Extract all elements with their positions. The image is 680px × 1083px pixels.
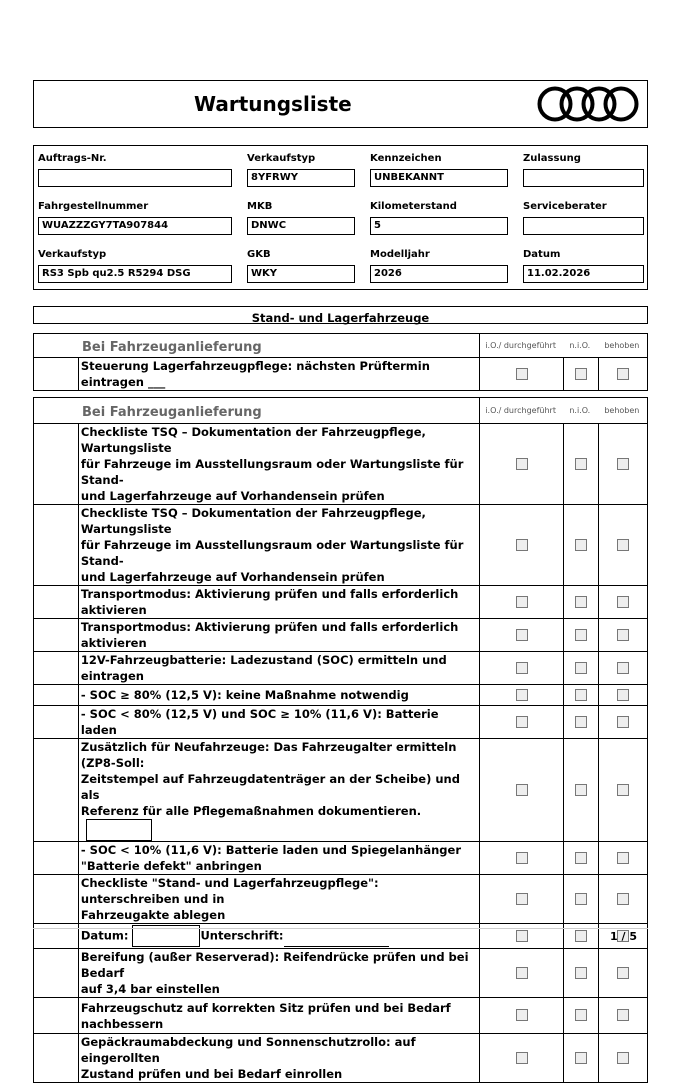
checkbox[interactable] bbox=[575, 930, 587, 942]
table-row bbox=[34, 424, 648, 505]
table-heading: Bei Fahrzeuganlieferung bbox=[82, 340, 262, 355]
checkbox[interactable] bbox=[516, 893, 528, 905]
checkbox[interactable] bbox=[575, 1052, 587, 1064]
table-row bbox=[34, 505, 648, 586]
checkbox[interactable] bbox=[516, 967, 528, 979]
checkbox[interactable] bbox=[516, 930, 528, 942]
task-text bbox=[78, 875, 479, 924]
checkbox[interactable] bbox=[575, 689, 587, 701]
field-label: Verkaufstyp bbox=[38, 249, 107, 260]
column-header-done: i.O./ durchgeführt bbox=[485, 341, 556, 350]
field-label: Serviceberater bbox=[523, 201, 607, 212]
task-text-line: und Lagerfahrzeuge auf Vorhandensein prüfen bbox=[80, 570, 385, 584]
task-text-line: Checkliste "Stand- und Lagerfahrzeugpflege": unterschreiben und in bbox=[80, 876, 379, 906]
checkbox[interactable] bbox=[575, 852, 587, 864]
checkbox[interactable] bbox=[617, 852, 629, 864]
checkbox[interactable] bbox=[516, 596, 528, 608]
table-header-row bbox=[34, 398, 648, 424]
table-row bbox=[34, 586, 648, 619]
task-text-line: - SOC < 80% (12,5 V) und SOC ≥ 10% (11,6 V): Batterie laden bbox=[80, 707, 439, 737]
checkbox[interactable] bbox=[617, 458, 629, 470]
field-label: Verkaufstyp bbox=[247, 153, 316, 164]
task-text-line: Zusätzlich für Neufahrzeuge: Das Fahrzeugalter ermitteln (ZP8-Soll: bbox=[80, 740, 457, 770]
task-text bbox=[78, 706, 479, 739]
field-value[interactable]: 11.02.2026 bbox=[523, 265, 644, 283]
checkbox[interactable] bbox=[575, 716, 587, 728]
task-text-line: Fahrzeugakte ablegen bbox=[80, 908, 226, 922]
field-value[interactable]: RS3 Spb qu2.5 R5294 DSG bbox=[38, 265, 232, 283]
task-text-line: auf 3,4 bar einstellen bbox=[80, 982, 220, 996]
checkbox[interactable] bbox=[575, 368, 587, 380]
checkbox[interactable] bbox=[617, 1052, 629, 1064]
order-details-box bbox=[33, 145, 648, 290]
checkbox[interactable] bbox=[516, 716, 528, 728]
delivery-checklist-table-2 bbox=[33, 397, 648, 1083]
field-label: Modelljahr bbox=[370, 249, 430, 260]
table-heading: Bei Fahrzeuganlieferung bbox=[82, 405, 262, 420]
field-label: Kilometerstand bbox=[370, 201, 457, 212]
checkbox[interactable] bbox=[617, 662, 629, 674]
checkbox[interactable] bbox=[575, 967, 587, 979]
task-text bbox=[78, 685, 479, 706]
checkbox[interactable] bbox=[617, 716, 629, 728]
task-text-line: für Fahrzeuge im Ausstellungsraum oder Wartungsliste für Stand- bbox=[80, 457, 464, 487]
field-value[interactable]: DNWC bbox=[247, 217, 355, 235]
checkbox[interactable] bbox=[617, 539, 629, 551]
table-row bbox=[34, 949, 648, 998]
task-text-line: für Fahrzeuge im Ausstellungsraum oder Wartungsliste für Stand- bbox=[80, 538, 464, 568]
task-text-line: Zeitstempel auf Fahrzeugdatenträger an der Scheibe) und als bbox=[80, 772, 460, 802]
task-text bbox=[78, 842, 479, 875]
checkbox[interactable] bbox=[617, 967, 629, 979]
field-label: Zulassung bbox=[523, 153, 581, 164]
checkbox[interactable] bbox=[575, 893, 587, 905]
section-title: Stand- und Lagerfahrzeuge bbox=[251, 311, 430, 325]
field-value[interactable]: UNBEKANNT bbox=[370, 169, 508, 187]
field-label: Kennzeichen bbox=[370, 153, 442, 164]
task-text-line: Fahrzeugschutz auf korrekten Sitz prüfen und bei Bedarf bbox=[80, 1000, 451, 1015]
checkbox[interactable] bbox=[575, 596, 587, 608]
column-header-done: i.O./ durchgeführt bbox=[485, 406, 556, 415]
table-row bbox=[34, 685, 648, 706]
checkbox[interactable] bbox=[516, 458, 528, 470]
table-row bbox=[34, 619, 648, 652]
task-text-line: Transportmodus: Aktivierung prüfen und falls erforderlich aktivieren bbox=[80, 587, 459, 617]
table-header-row bbox=[34, 334, 648, 358]
age-input-box[interactable] bbox=[86, 819, 152, 841]
delivery-checklist-table-1 bbox=[33, 333, 648, 391]
checkbox[interactable] bbox=[516, 689, 528, 701]
field-value[interactable] bbox=[523, 217, 644, 235]
checkbox[interactable] bbox=[516, 662, 528, 674]
task-text-line: Gepäckraumabdeckung und Sonnenschutzrollo: auf eingerollten bbox=[80, 1035, 416, 1065]
column-header-fixed: behoben bbox=[604, 406, 640, 415]
audi-rings-logo bbox=[536, 85, 641, 127]
task-text-line: Referenz für alle Pflegemaßnahmen dokumentieren. bbox=[80, 804, 422, 818]
checkbox[interactable] bbox=[575, 629, 587, 641]
checkbox[interactable] bbox=[516, 1052, 528, 1064]
table-row bbox=[34, 842, 648, 875]
table-row bbox=[34, 875, 648, 924]
checkbox[interactable] bbox=[617, 368, 629, 380]
checkbox[interactable] bbox=[575, 784, 587, 796]
field-value[interactable]: WUAZZZGY7TA907844 bbox=[38, 217, 232, 235]
task-text-line: Zustand prüfen und bei Bedarf einrollen bbox=[80, 1067, 343, 1081]
task-text bbox=[78, 358, 479, 391]
checkbox[interactable] bbox=[516, 852, 528, 864]
date-label: Datum: bbox=[80, 928, 129, 943]
task-text-line: "Batterie defekt" anbringen bbox=[80, 859, 262, 873]
section-title-box bbox=[33, 306, 648, 324]
checkbox[interactable] bbox=[575, 1009, 587, 1021]
footer-divider bbox=[33, 928, 648, 929]
field-value[interactable]: 8YFRWY bbox=[247, 169, 355, 187]
field-value[interactable] bbox=[38, 169, 232, 187]
field-label: Fahrgestellnummer bbox=[38, 201, 149, 212]
field-value[interactable]: 5 bbox=[370, 217, 508, 235]
column-header-nio: n.i.O. bbox=[569, 341, 591, 350]
checkbox[interactable] bbox=[617, 784, 629, 796]
field-label: Auftrags-Nr. bbox=[38, 153, 107, 164]
task-text-line: und Lagerfahrzeuge auf Vorhandensein prüfen bbox=[80, 489, 385, 503]
task-text bbox=[78, 505, 479, 586]
table-row bbox=[34, 998, 648, 1034]
task-text-line: Transportmodus: Aktivierung prüfen und falls erforderlich aktivieren bbox=[80, 620, 459, 650]
table-row bbox=[34, 739, 648, 842]
checkbox[interactable] bbox=[617, 689, 629, 701]
checkbox[interactable] bbox=[516, 539, 528, 551]
signature-label: Unterschrift: bbox=[200, 928, 284, 943]
checkbox[interactable] bbox=[516, 784, 528, 796]
task-text bbox=[78, 949, 479, 998]
task-text bbox=[78, 424, 479, 505]
signature-line[interactable] bbox=[284, 932, 389, 947]
field-label: GKB bbox=[247, 249, 271, 260]
checkbox[interactable] bbox=[575, 458, 587, 470]
table-row bbox=[34, 652, 648, 685]
column-header-fixed: behoben bbox=[604, 341, 640, 350]
checkbox[interactable] bbox=[617, 1009, 629, 1021]
field-label: Datum bbox=[523, 249, 561, 260]
task-text bbox=[78, 1034, 479, 1083]
column-header-nio: n.i.O. bbox=[569, 406, 591, 415]
task-text-line: - SOC < 10% (11,6 V): Batterie laden und Spiegelanhänger bbox=[80, 843, 462, 857]
checkbox[interactable] bbox=[617, 596, 629, 608]
task-text bbox=[78, 998, 479, 1034]
task-text-line: nachbessern bbox=[80, 1016, 164, 1031]
table-row bbox=[34, 358, 648, 391]
header-box bbox=[33, 80, 648, 128]
task-text bbox=[78, 619, 479, 652]
task-text-line: 12V-Fahrzeugbatterie: Ladezustand (SOC) ermitteln und eintragen bbox=[80, 653, 447, 683]
task-text bbox=[78, 586, 479, 619]
task-text-line: Bereifung (außer Reserverad): Reifendrücke prüfen und bei Bedarf bbox=[80, 950, 469, 980]
task-text-line: Steuerung Lagerfahrzeugpflege: nächsten Prüftermin eintragen ___ bbox=[80, 359, 430, 389]
task-text-line: Checkliste TSQ – Dokumentation der Fahrzeugpflege, Wartungsliste bbox=[80, 425, 426, 455]
field-value[interactable] bbox=[523, 169, 644, 187]
checkbox[interactable] bbox=[516, 1009, 528, 1021]
page-number: 1 / 5 bbox=[610, 930, 637, 943]
field-label: MKB bbox=[247, 201, 273, 212]
checkbox[interactable] bbox=[516, 368, 528, 380]
checkbox[interactable] bbox=[575, 662, 587, 674]
checkbox[interactable] bbox=[617, 893, 629, 905]
field-value[interactable]: WKY bbox=[247, 265, 355, 283]
checkbox[interactable] bbox=[516, 629, 528, 641]
table-row bbox=[34, 1034, 648, 1083]
table-row bbox=[34, 706, 648, 739]
checkbox[interactable] bbox=[575, 539, 587, 551]
task-text bbox=[78, 652, 479, 685]
checkbox[interactable] bbox=[617, 629, 629, 641]
field-value[interactable]: 2026 bbox=[370, 265, 508, 283]
task-text-line: Checkliste TSQ – Dokumentation der Fahrzeugpflege, Wartungsliste bbox=[80, 506, 426, 536]
task-text-line: - SOC ≥ 80% (12,5 V): keine Maßnahme notwendig bbox=[80, 688, 409, 702]
task-text bbox=[78, 739, 479, 842]
page-title: Wartungsliste bbox=[194, 92, 352, 116]
